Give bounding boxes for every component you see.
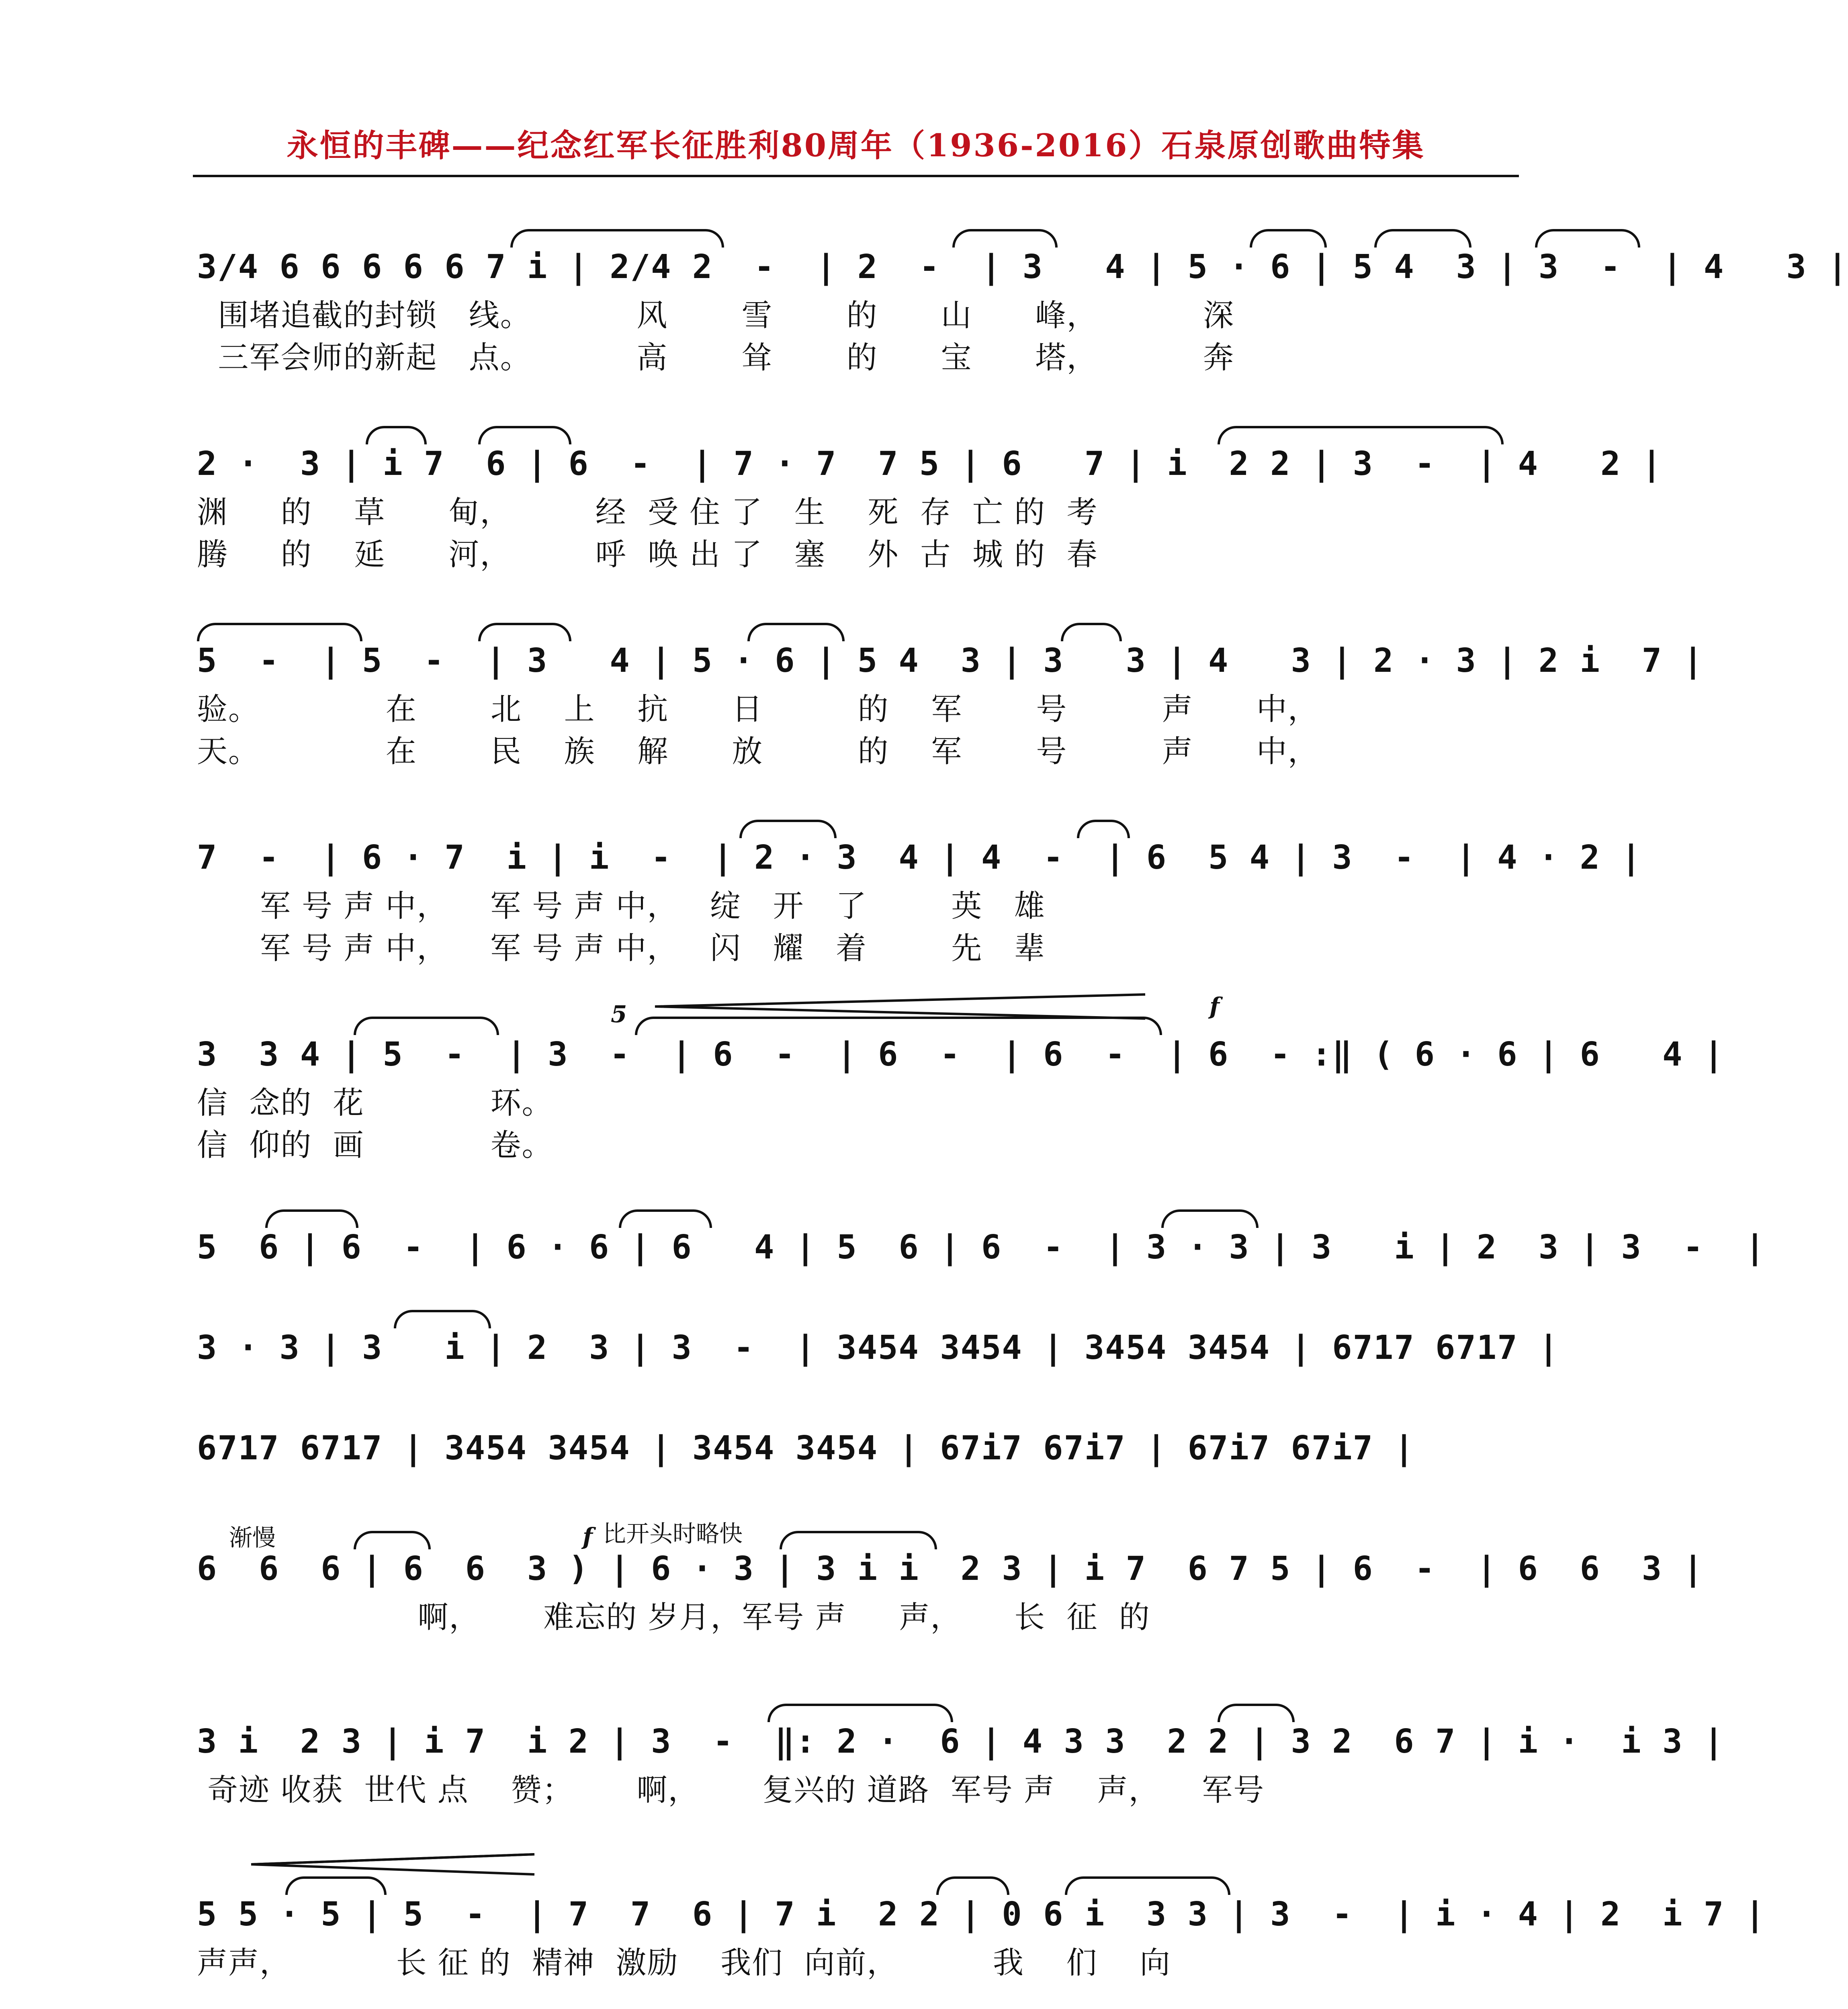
tie-arc — [285, 1876, 387, 1895]
tempo-note: 比开头时略快 — [603, 1520, 743, 1547]
tie-arc — [1374, 229, 1471, 248]
tie-arc — [354, 1017, 499, 1035]
crescendo-hairpin — [651, 992, 1149, 1021]
notes-line: 2 · 3 | i 7 6 | 6 - | 7 · 7 7 5 | 6 7 | i 2 2 | 3 - | 4 2 | — [197, 445, 1663, 483]
slur-arc — [780, 1531, 937, 1549]
notes-line: 3/4 6 6 6 6 6 7 i | 2/4 2 - | 2 - | 3 4 | 5 · 6 | 5 4 3 | 3 - | 4 3 | — [197, 248, 1848, 286]
slur-arc — [366, 426, 427, 444]
tie-arc — [354, 1531, 431, 1549]
ending-label — [542, 2005, 612, 2009]
score-row-3 — [197, 635, 1704, 779]
tie-arc — [265, 1209, 358, 1228]
notes-line: 5 6 | 6 - | 6 · 6 | 6 4 | 5 6 | 6 - | 3 · 3 | 3 i | 2 3 | 3 - | — [197, 1228, 1766, 1266]
slur-arc — [767, 1704, 953, 1722]
notes-line: 3 3 4 | 5 - | 3 - | 6 - | 6 - | 6 - | 6 - :‖ ( 6 · 6 | 6 4 | — [197, 1035, 1725, 1074]
slur-arc — [478, 623, 571, 641]
lyrics-verse-1: 围堵追截的封锁 线。 风 雪 的 山 峰， 深 — [197, 297, 1235, 333]
dynamic-mark: 5 — [611, 1000, 627, 1028]
notes-line: 6 6 6 | 6 6 3 ) | 6 · 3 | 3 i i 2 3 | i 7 6 7 5 | 6 - | 6 6 3 | — [197, 1550, 1704, 1588]
lyrics-line: 声声， 长 征 的 精神 激励 我们 向前， 我 们 向 — [197, 1945, 1171, 1980]
slur-arc — [1077, 820, 1130, 838]
lyrics-verse-2: 信 仰的 画 卷。 — [197, 1127, 553, 1163]
score-row-1 — [197, 241, 1848, 386]
score-row-5 — [197, 992, 1725, 1173]
slur-arc — [1250, 229, 1327, 248]
tie-arc — [394, 1310, 491, 1328]
tie-arc — [1161, 1209, 1259, 1228]
decrescendo-hairpin — [249, 1852, 538, 1876]
notes-line: 5 5 · 5 | 5 - | 7 7 6 | 7 i 2 2 | 0 6 i 3 3 | 3 - | i · 4 | 2 i 7 | — [197, 1895, 1766, 1933]
tie-arc — [619, 1209, 712, 1228]
tie-arc — [747, 623, 845, 641]
lyrics-verse-1: 信 念的 花 环。 — [197, 1085, 553, 1121]
dynamic-forte: f — [583, 1523, 593, 1550]
score-row-8 — [197, 1422, 1511, 1503]
slur-arc — [1535, 229, 1640, 248]
lyrics-line: 奇迹 收获 世代 点 赞； 啊， 复兴的 道路 军号 声 声， 军号 — [197, 1772, 1265, 1808]
lyrics-verse-1: 渊 的 草 甸， 经 受 住 了 生 死 存 亡 的 考 — [197, 494, 1098, 530]
lyrics-verse-2: 天。 在 民 族 解 放 的 军 号 声 中， — [197, 733, 1319, 769]
bracket-notes — [342, 2005, 476, 2009]
lyrics-verse-1: 军 号 声 中， 军 号 声 中， 绽 开 了 英 雄 — [197, 888, 1046, 924]
lyrics-verse-2: 腾 的 延 河， 呼 唤 出 了 塞 外 古 城 的 春 — [197, 536, 1098, 572]
tie-arc — [478, 426, 571, 444]
tempo-marking-slow: 渐慢 — [229, 1524, 276, 1551]
score-row-10 — [197, 1716, 1725, 1836]
notes-line: 5 - | 5 - | 3 4 | 5 · 6 | 5 4 3 | 3 3 | 4 3 | 2 · 3 | 2 i 7 | — [197, 642, 1704, 680]
page-header-title: 永恒的丰碑——纪念红军长征胜利80周年（1936-2016）石泉原创歌曲特集 — [287, 127, 1425, 164]
lyrics-verse-2: 军 号 声 中， 军 号 声 中， 闪 耀 着 先 辈 — [197, 930, 1046, 966]
lyrics-verse-2: 三军会师的新起 点。 高 耸 的 宝 塔， 奔 — [197, 340, 1235, 375]
notes-line: 6717 6717 | 3454 3454 | 3454 3454 | 67i7 67i7 | 67i7 67i7 | — [197, 1429, 1415, 1467]
notes-line: 3 i 2 3 | i 7 i 2 | 3 - ‖: 2 · 6 | 4 3 3 2 2 | 3 2 6 7 | i · i 3 | — [197, 1723, 1725, 1761]
slur-arc — [1218, 1704, 1295, 1722]
slur-arc — [952, 229, 1058, 248]
lyrics-verse-1: 验。 在 北 上 抗 日 的 军 号 声 中， — [197, 691, 1319, 727]
slur-arc — [1061, 623, 1122, 641]
tie-arc — [1218, 426, 1504, 444]
notes-line: 3 · 3 | 3 i | 2 3 | 3 - | 3454 3454 | 3454 3454 | 6717 6717 | — [197, 1329, 1559, 1367]
dynamic-forte: f — [1209, 992, 1220, 1020]
notes-line: 7 - | 6 · 7 i | i - | 2 · 3 4 | 4 - | 6 5 4 | 3 - | 4 · 2 | — [197, 839, 1642, 877]
score-row-11 — [197, 1888, 1766, 2009]
slur-arc — [936, 1876, 1009, 1895]
tie-arc — [1065, 1876, 1230, 1895]
header-divider — [193, 175, 1519, 177]
score-row-2 — [197, 438, 1663, 583]
score-row-7 — [197, 1322, 1559, 1402]
tie-arc — [510, 229, 724, 248]
tie-arc — [739, 820, 837, 838]
score-row-9 — [197, 1520, 1704, 1663]
tie-arc — [197, 623, 362, 641]
score-row-6 — [197, 1221, 1766, 1302]
lyrics-line: 啊， 难忘的 岁月，军号 声 声， 长 征 的 — [197, 1599, 1150, 1635]
score-row-4 — [197, 832, 1642, 976]
